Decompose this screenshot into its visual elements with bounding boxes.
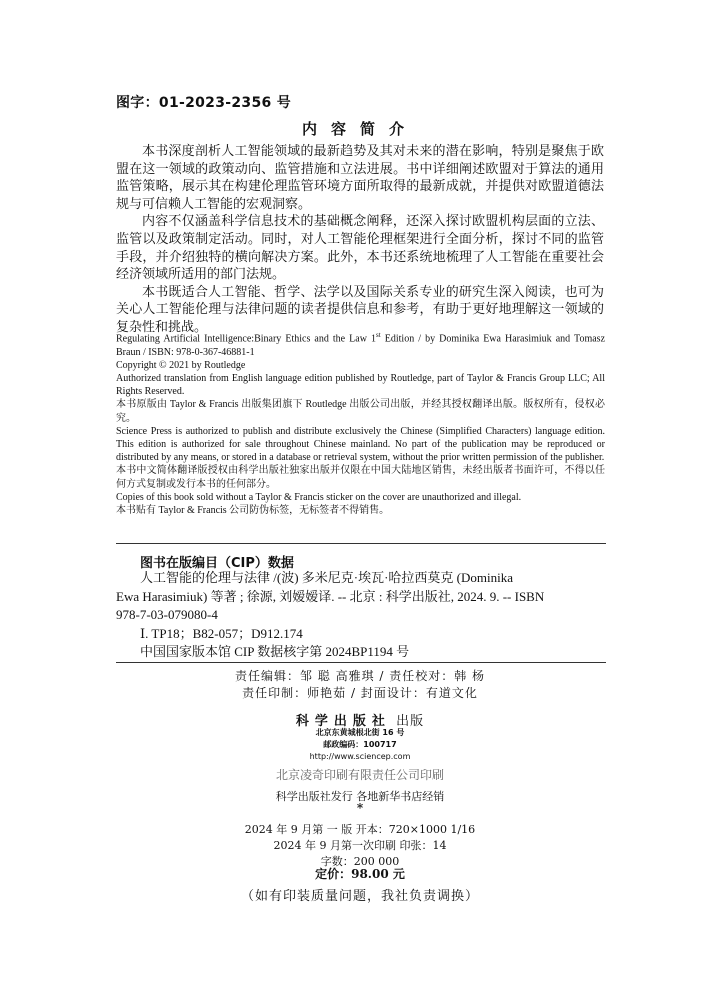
intro-title: 内容简介 [301,120,418,138]
publisher-postcode: 邮政编码：100717 [323,740,397,749]
publisher-url: http://www.sciencep.com [309,752,411,761]
edition-info [0,822,720,870]
quality-notice: （如有印装质量问题，我社负责调换） [240,889,479,904]
cip-verification: 中国国家版本馆 CIP 数据核字第 2024BP1194 号 [140,644,410,660]
sticker-statement-cn: 本书贴有 Taylor & Francis 公司防伪标签，无标签者不得销售。 [116,504,390,516]
intro-paragraph: 本书深度剖析人工智能领域的最新趋势及其对未来的潜在影响，特别是聚焦于欧盟在这一领域的政策动向、监管措施和立法进展。书中详细阐述欧盟对于算法的通用监管策略，展示其在构建伦理监管环境方面所取得的最新成就，并提供对欧盟道德法规与可信赖人工智能的宏观洞察。 [116,144,604,212]
science-press-statement: Science Press is authorized to publish and distribute exclusively the Chinese (Simplified Characters) language edition. This edition is authorized for sale throughout Chinese mainland. No part of the publication may be reproduced or distributed by any means, or stored in a database or retrieval system, without the prior written permission of the publisher. [116,425,605,464]
edition-line: 2024 年 9 月第 一 版 开本：720×1000 1/16 [244,823,476,836]
publisher-logo-text: 科学出版社 [295,714,391,729]
credits-line: 责任编辑：邹 聪 高雅琪 / 责任校对：韩 杨 [234,669,486,683]
word-count: 字数：200 000 [320,855,400,868]
cip-heading: 图书在版编目（CIP）数据 [140,556,294,571]
authorized-translation: Authorized translation from English language edition published by Routledge, part of Taylor & Francis Group LLC; All Rights Reserved. [116,372,605,398]
science-press-statement-cn: 本书中文简体翻译版授权由科学出版社独家出版并仅限在中国大陆地区销售，未经出版者书面许可，不得以任何方式复制或发行本书的任何部分。 [116,465,605,490]
intro-paragraph: 内容不仅涵盖科学信息技术的基础概念阐释，还深入探讨欧盟机构层面的立法、监管以及政策制定活动。同时，对人工智能伦理框架进行全面分析，探讨不同的监管手段，并介绍独特的横向解决方案。此外，本书还系统地梳理了人工智能在重要社会经济领域所适用的部门法规。 [116,214,604,283]
cip-isbn: 978-7-03-079080-4 [116,607,218,623]
editorial-credits [0,668,720,701]
intro-paragraph: 本书既适合人工智能、哲学、法学以及国际关系专业的研究生深入阅读，也可为关心人工智能伦理与法律问题的读者提供信息和参考，有助于更好地理解这一领域的复杂性和挑战。 [116,284,604,335]
authorized-translation-cn: 本书原版由 Taylor & Francis 出版集团旗下 Routledge 出版公司出版，并经其授权翻译出版。版权所有，侵权必究。 [116,399,605,424]
registration-number: 图字：01-2023-2356 号 [116,95,292,111]
printer-line: 北京凌奇印刷有限责任公司印刷 [275,768,444,782]
divider [116,543,606,544]
publisher-suffix: 出版 [396,714,425,729]
printing-line: 2024 年 9 月第一次印刷 印张：14 [273,839,447,852]
intro-body [116,143,604,337]
credits-line: 责任印制：师艳茹 / 封面设计：有道文化 [242,685,478,700]
price: 定价：98.00 元 [315,867,405,881]
cip-block [116,569,586,662]
sticker-statement: Copies of this book sold without a Taylor & Francis sticker on the cover are unauthorized and illegal. [116,491,522,503]
cip-line: 人工智能的伦理与法律 /(波) 多米尼克·埃瓦·哈拉西莫克 (Dominika [140,570,514,585]
divider [116,662,606,663]
copyright-line: Copyright © 2021 by Routledge [116,359,246,371]
separator-star: * [356,801,364,815]
publisher-address: 北京东黄城根北街 16 号 [315,728,405,737]
copyright-block [116,329,605,517]
cip-classification: Ⅰ. TP18；B82-057；D912.174 [140,625,303,641]
distribution-line: 科学出版社发行 各地新华书店经销 [275,790,445,803]
original-edition: Regulating Artificial Intelligence:Binary Ethics and the Law 1st Edition / by Dominika Ewa Harasimiuk and Tomasz Braun / ISBN: 978-0-367-46881-1 [116,331,606,358]
cip-line: Ewa Harasimiuk) 等著 ; 徐源, 刘嫒嫒译. -- 北京 : 科学出版社, 2024. 9. -- ISBN [116,588,545,604]
